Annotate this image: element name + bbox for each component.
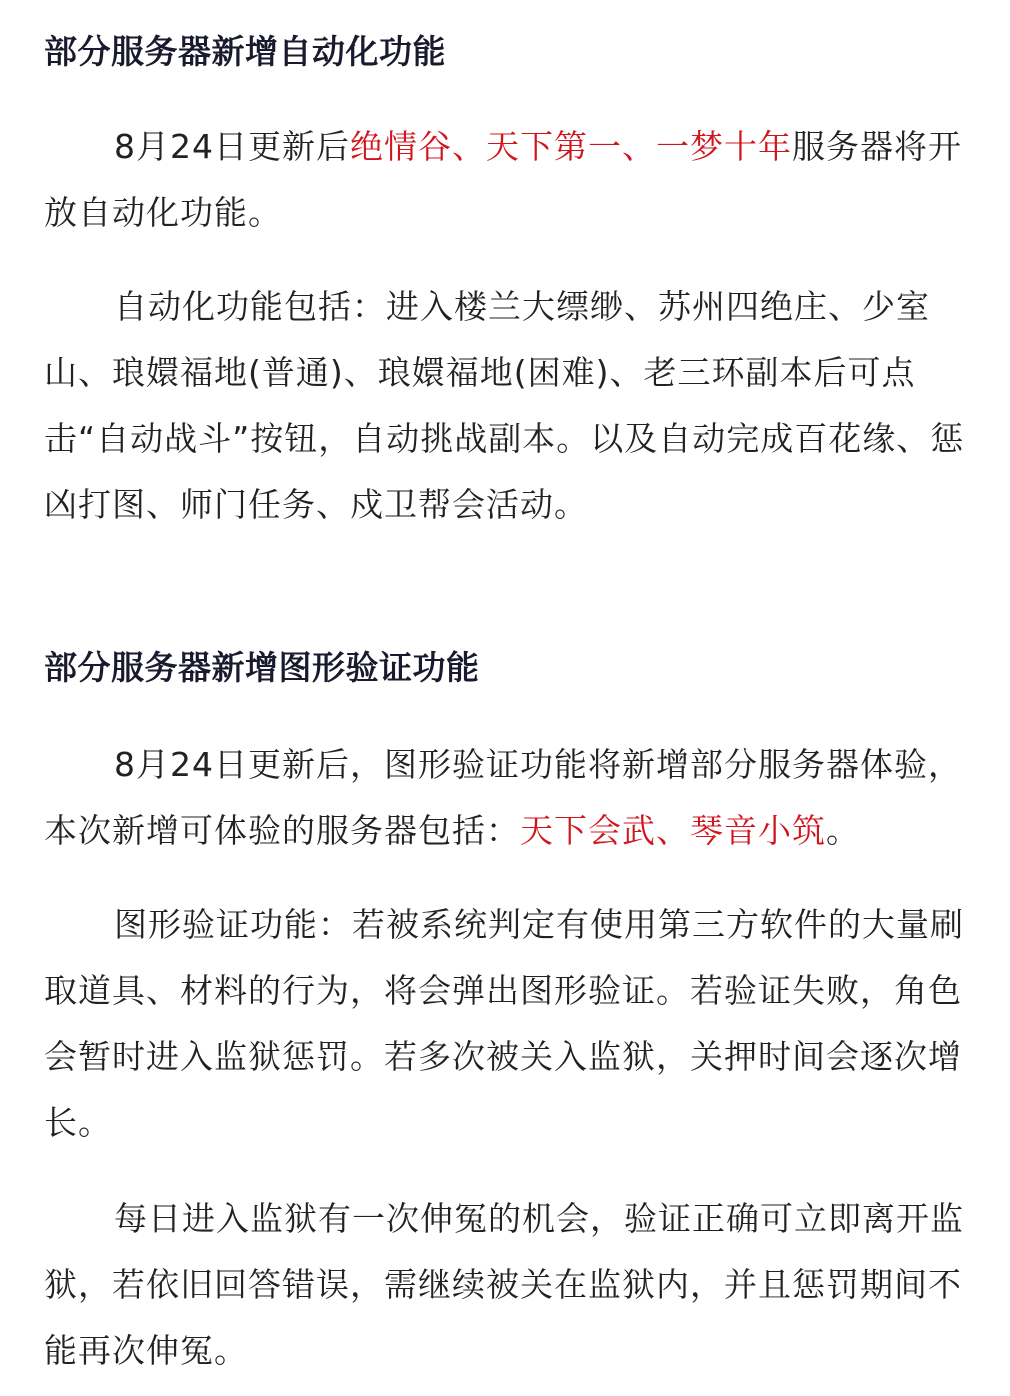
paragraph-automation-servers (44, 114, 980, 246)
text-period: 。 (826, 811, 860, 850)
section-heading-captcha: 部分服务器新增图形验证功能 (44, 648, 480, 687)
text-open-automation: 服务器将开放自动化功能。 (44, 127, 962, 232)
paragraph-automation-features: 自动化功能包括：进入楼兰大缥缈、苏州四绝庄、少室山、琅嬛福地(普通)、琅嬛福地(困难)、老三环副本后可点击“自动战斗”按钮，自动挑战副本。以及自动完成百花缘、惩凶打图、师门任务、戍卫帮会活动。 (44, 287, 965, 524)
highlighted-server-names: 绝情谷、天下第一、一梦十年 (350, 127, 792, 166)
text-update-date: 8月24日更新后 (114, 127, 350, 166)
paragraph-captcha-servers (44, 732, 980, 864)
paragraph-captcha-description: 图形验证功能：若被系统判定有使用第三方软件的大量刷取道具、材料的行为，将会弹出图形验证。若验证失败，角色会暂时进入监狱惩罚。若多次被关入监狱，关押时间会逐次增长。 (44, 905, 964, 1142)
text-captcha-intro: 8月24日更新后，图形验证功能将新增部分服务器体验，本次新增可体验的服务器包括： (44, 745, 962, 850)
highlighted-server-names: 天下会武、琴音小筑 (520, 811, 826, 850)
section-heading-automation: 部分服务器新增自动化功能 (44, 32, 446, 71)
paragraph-appeal-rules: 每日进入监狱有一次伸冤的机会，验证正确可立即离开监狱，若依旧回答错误，需继续被关在监狱内，并且惩罚期间不能再次伸冤。 (44, 1199, 964, 1370)
